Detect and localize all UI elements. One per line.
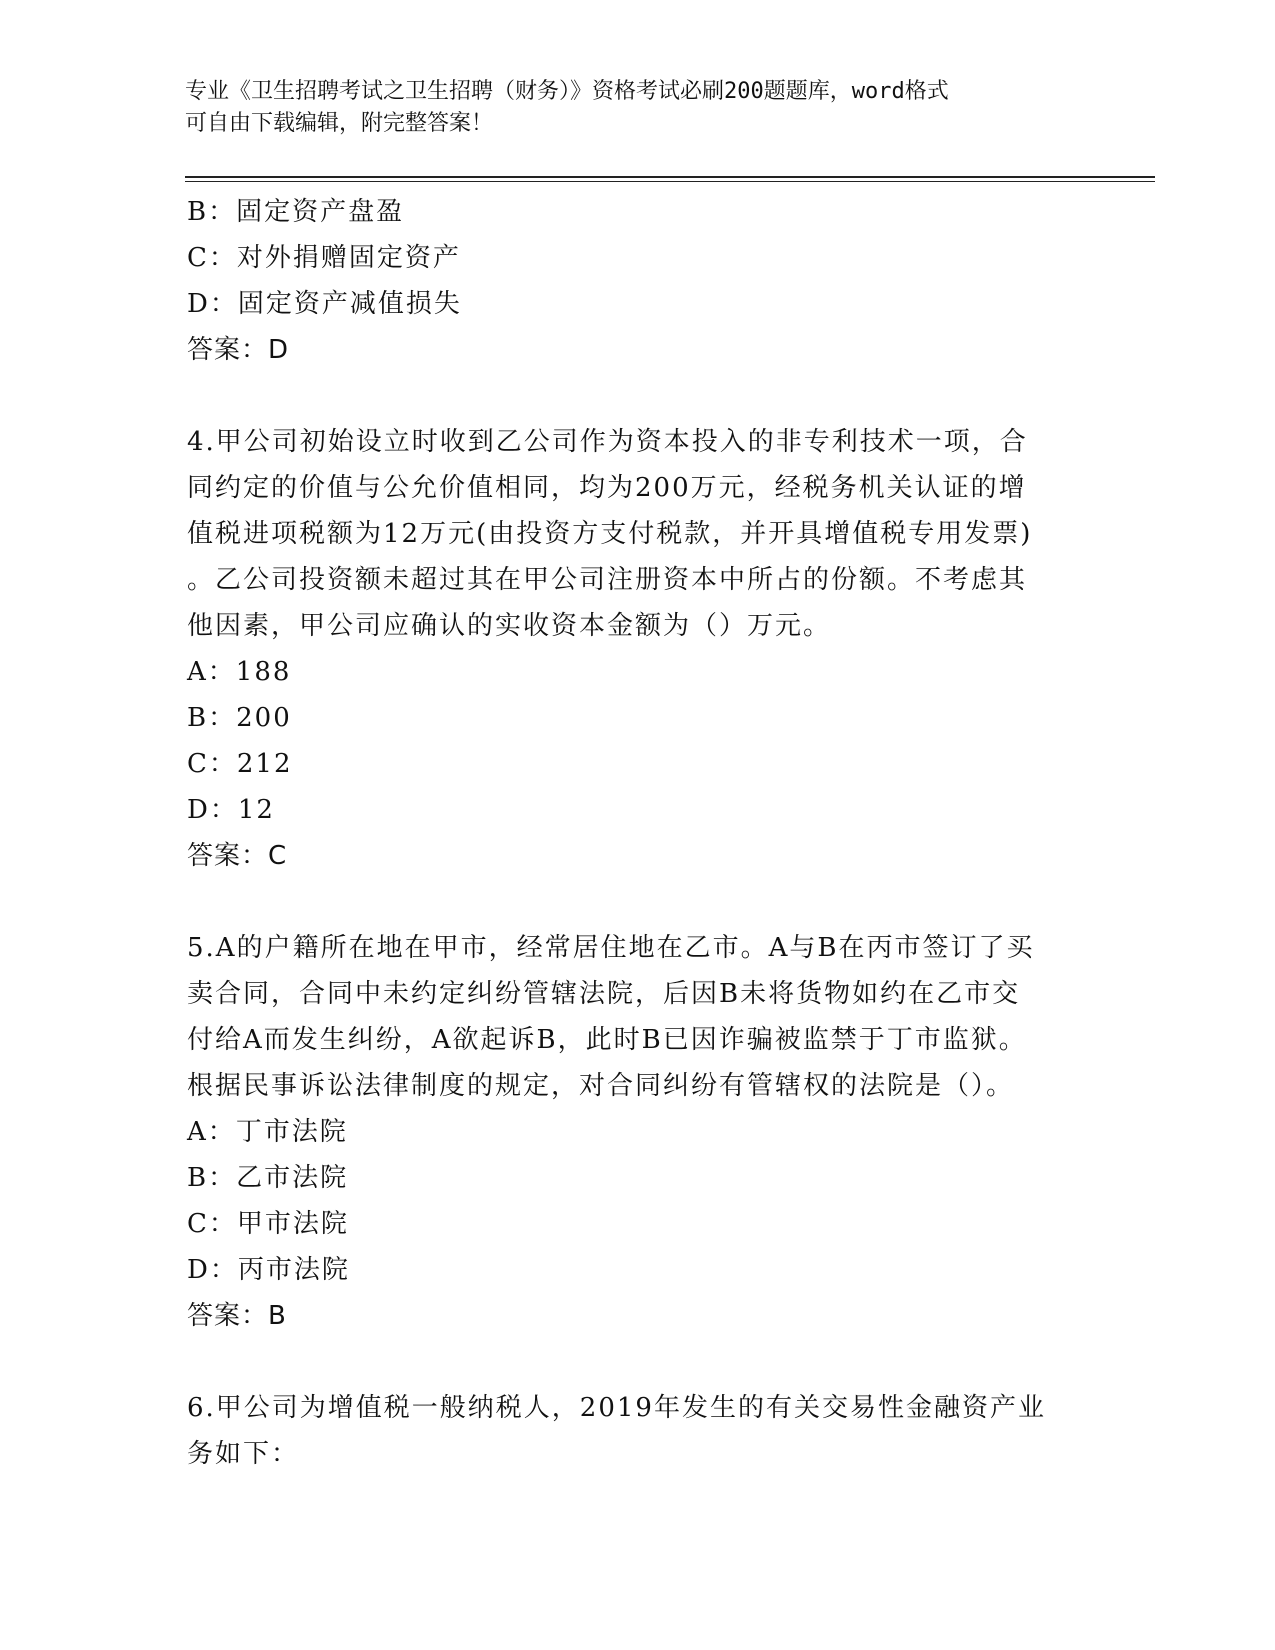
question-4	[187, 419, 1087, 879]
header-line-1: 专业《卫生招聘考试之卫生招聘（财务）》资格考试必刷200题题库，word格式	[185, 79, 949, 104]
q4-stem-line-4: 。乙公司投资额未超过其在甲公司注册资本中所占的份额。不考虑其	[187, 565, 1028, 595]
q4-stem-line-5: 他因素，甲公司应确认的实收资本金额为（）万元。	[187, 611, 832, 641]
q5-stem-line-4: 根据民事诉讼法律制度的规定，对合同纠纷有管辖权的法院是（）。	[187, 1071, 1015, 1101]
q5-stem-line-1: 5.A的户籍所在地在甲市，经常居住地在乙市。A与B在丙市签订了买	[187, 933, 1035, 963]
q5-option-a: A：丁市法院	[187, 1117, 348, 1147]
q3-option-c: C：对外捐赠固定资产	[187, 243, 461, 273]
q3-option-b: B：固定资产盘盈	[187, 197, 405, 227]
q4-option-d: D：12	[187, 795, 275, 825]
q5-option-c: C：甲市法院	[187, 1209, 349, 1239]
header-divider-thick	[185, 176, 1155, 178]
header-line-2: 可自由下载编辑，附完整答案！	[185, 111, 494, 136]
q5-stem-line-3: 付给A而发生纠纷，A欲起诉B，此时B已因诈骗被监禁于丁市监狱。	[187, 1025, 1027, 1055]
q3-option-d: D：固定资产减值损失	[187, 289, 462, 319]
q6-stem-line-2: 务如下：	[187, 1439, 300, 1469]
q4-option-c: C：212	[187, 749, 293, 779]
question-6	[187, 1385, 1087, 1477]
spacer	[187, 1339, 1087, 1385]
q3-answer: 答案：D	[187, 335, 290, 365]
q4-option-a: A：188	[187, 657, 292, 687]
question-content	[187, 189, 1087, 1477]
q4-stem-line-3: 值税进项税额为12万元(由投资方支付税款，并开具增值税专用发票)	[187, 519, 1033, 549]
q5-option-d: D：丙市法院	[187, 1255, 350, 1285]
document-header	[185, 76, 1065, 140]
question-5	[187, 925, 1087, 1339]
header-divider-thin	[185, 181, 1155, 182]
q5-option-b: B：乙市法院	[187, 1163, 349, 1193]
q5-answer: 答案：B	[187, 1301, 287, 1331]
q6-stem-line-1: 6.甲公司为增值税一般纳税人，2019年发生的有关交易性金融资产业	[187, 1393, 1046, 1423]
q5-stem-line-2: 卖合同，合同中未约定纠纷管辖法院，后因B未将货物如约在乙市交	[187, 979, 1021, 1009]
q4-answer: 答案：C	[187, 841, 288, 871]
spacer	[187, 373, 1087, 419]
q4-stem-line-1: 4.甲公司初始设立时收到乙公司作为资本投入的非专利技术一项，合	[187, 427, 1028, 457]
spacer	[187, 879, 1087, 925]
q4-stem-line-2: 同约定的价值与公允价值相同，均为200万元，经税务机关认证的增	[187, 473, 1027, 503]
question-3	[187, 189, 1087, 373]
q4-option-b: B：200	[187, 703, 292, 733]
